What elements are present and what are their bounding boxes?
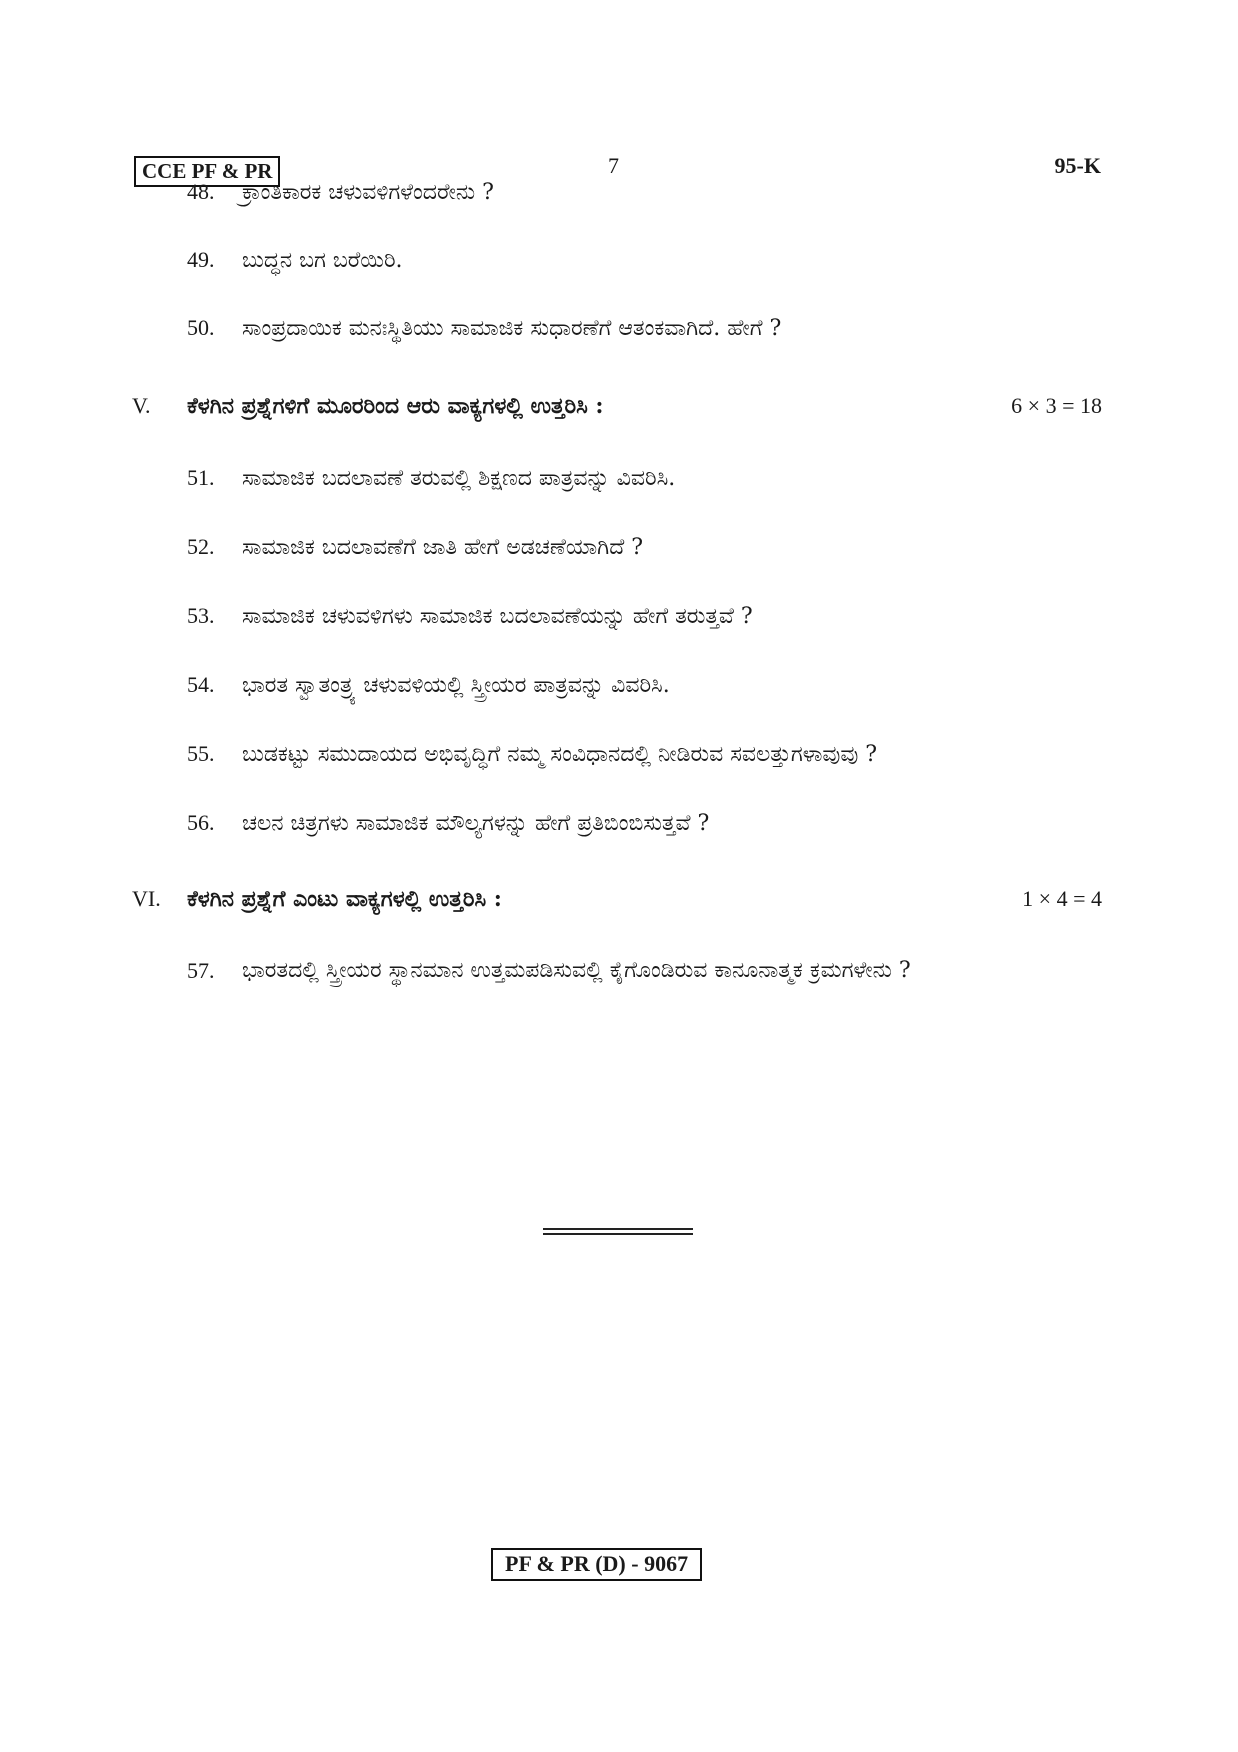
- question-number: 48.: [187, 179, 215, 204]
- question-57: [187, 946, 1102, 996]
- question-56: [187, 803, 709, 844]
- question-number: 54.: [187, 672, 215, 697]
- section-instruction: ಕೆಳಗಿನ ಪ್ರಶ್ನೆಗೆ ಎಂಟು ವಾಕ್ಯಗಳಲ್ಲಿ ಉತ್ತರಿಸಿ :: [187, 886, 502, 912]
- question-text: ಸಾಂಪ್ರದಾಯಿಕ ಮನಃಸ್ಥಿತಿಯು ಸಾಮಾಜಿಕ ಸುಧಾರಣೆಗೆ ಆತಂಕವಾಗಿದೆ. ಹೇಗೆ ?: [242, 316, 782, 341]
- question-text: ಸಾಮಾಜಿಕ ಬದಲಾವಣೆ ತರುವಲ್ಲಿ ಶಿಕ್ಷಣದ ಪಾತ್ರವನ್ನು ವಿವರಿಸಿ.: [242, 466, 676, 491]
- question-text: ಚಲನ ಚಿತ್ರಗಳು ಸಾಮಾಜಿಕ ಮೌಲ್ಯಗಳನ್ನು ಹೇಗೆ ಪ್ರತಿಬಿಂಬಿಸುತ್ತವೆ ?: [242, 811, 710, 836]
- section-marks: 6 × 3 = 18: [1011, 393, 1102, 418]
- section-instruction: ಕೆಳಗಿನ ಪ್ರಶ್ನೆಗಳಿಗೆ ಮೂರರಿಂದ ಆರು ವಾಕ್ಯಗಳಲ್ಲಿ ಉತ್ತರಿಸಿ :: [187, 393, 604, 419]
- question-50: [187, 308, 781, 349]
- end-of-paper-rule: [543, 1228, 693, 1235]
- question-number: 53.: [187, 603, 215, 628]
- question-text: ಭಾರತ ಸ್ವಾತಂತ್ರ್ಯ ಚಳುವಳಿಯಲ್ಲಿ ಸ್ತ್ರೀಯರ ಪಾತ್ರವನ್ನು ವಿವರಿಸಿ.: [242, 673, 670, 698]
- paper-code: 95-K: [1054, 153, 1101, 178]
- question-number: 52.: [187, 534, 215, 559]
- section-marks: 1 × 4 = 4: [1022, 886, 1102, 911]
- question-49: [187, 240, 403, 281]
- question-text: ಕ್ರಾಂತಿಕಾರಕ ಚಳುವಳಿಗಳೆಂದರೇನು ?: [242, 180, 494, 205]
- question-number: 57.: [187, 958, 215, 983]
- page-number: 7: [608, 153, 619, 178]
- exam-code-box: CCE PF & PR: [134, 156, 280, 187]
- question-number: 55.: [187, 741, 215, 766]
- question-text: ಸಾಮಾಜಿಕ ಬದಲಾವಣೆಗೆ ಜಾತಿ ಹೇಗೆ ಅಡಚಣೆಯಾಗಿದೆ ?: [242, 535, 644, 560]
- question-54: [187, 665, 670, 706]
- question-number: 50.: [187, 315, 215, 340]
- question-number: 56.: [187, 810, 215, 835]
- section-roman-numeral: VI.: [132, 886, 161, 911]
- question-55: [187, 734, 877, 775]
- question-52: [187, 527, 643, 568]
- question-number: 51.: [187, 465, 215, 490]
- footer-code-box: PF & PR (D) - 9067: [491, 1548, 702, 1581]
- question-51: [187, 458, 675, 499]
- question-48: [187, 172, 494, 213]
- question-53: [187, 596, 753, 637]
- question-text: ಭಾರತದಲ್ಲಿ ಸ್ತ್ರೀಯರ ಸ್ಥಾನಮಾನ ಉತ್ತಮಪಡಿಸುವಲ್ಲಿ ಕೈಗೊಂಡಿರುವ ಕಾನೂನಾತ್ಮಕ ಕ್ರಮಗಳೇನು ?: [242, 958, 911, 983]
- question-text: ಬುದ್ಧನ ಬಗ ಬರೆಯಿರಿ.: [242, 248, 403, 273]
- question-number: 49.: [187, 247, 215, 272]
- question-text: ಸಾಮಾಜಿಕ ಚಳುವಳಿಗಳು ಸಾಮಾಜಿಕ ಬದಲಾವಣೆಯನ್ನು ಹೇಗೆ ತರುತ್ತವೆ ?: [242, 604, 753, 629]
- section-roman-numeral: V.: [132, 393, 151, 418]
- question-text: ಬುಡಕಟ್ಟು ಸಮುದಾಯದ ಅಭಿವೃದ್ಧಿಗೆ ನಮ್ಮ ಸಂವಿಧಾನದಲ್ಲಿ ನೀಡಿರುವ ಸವಲತ್ತುಗಳಾವುವು ?: [242, 742, 878, 767]
